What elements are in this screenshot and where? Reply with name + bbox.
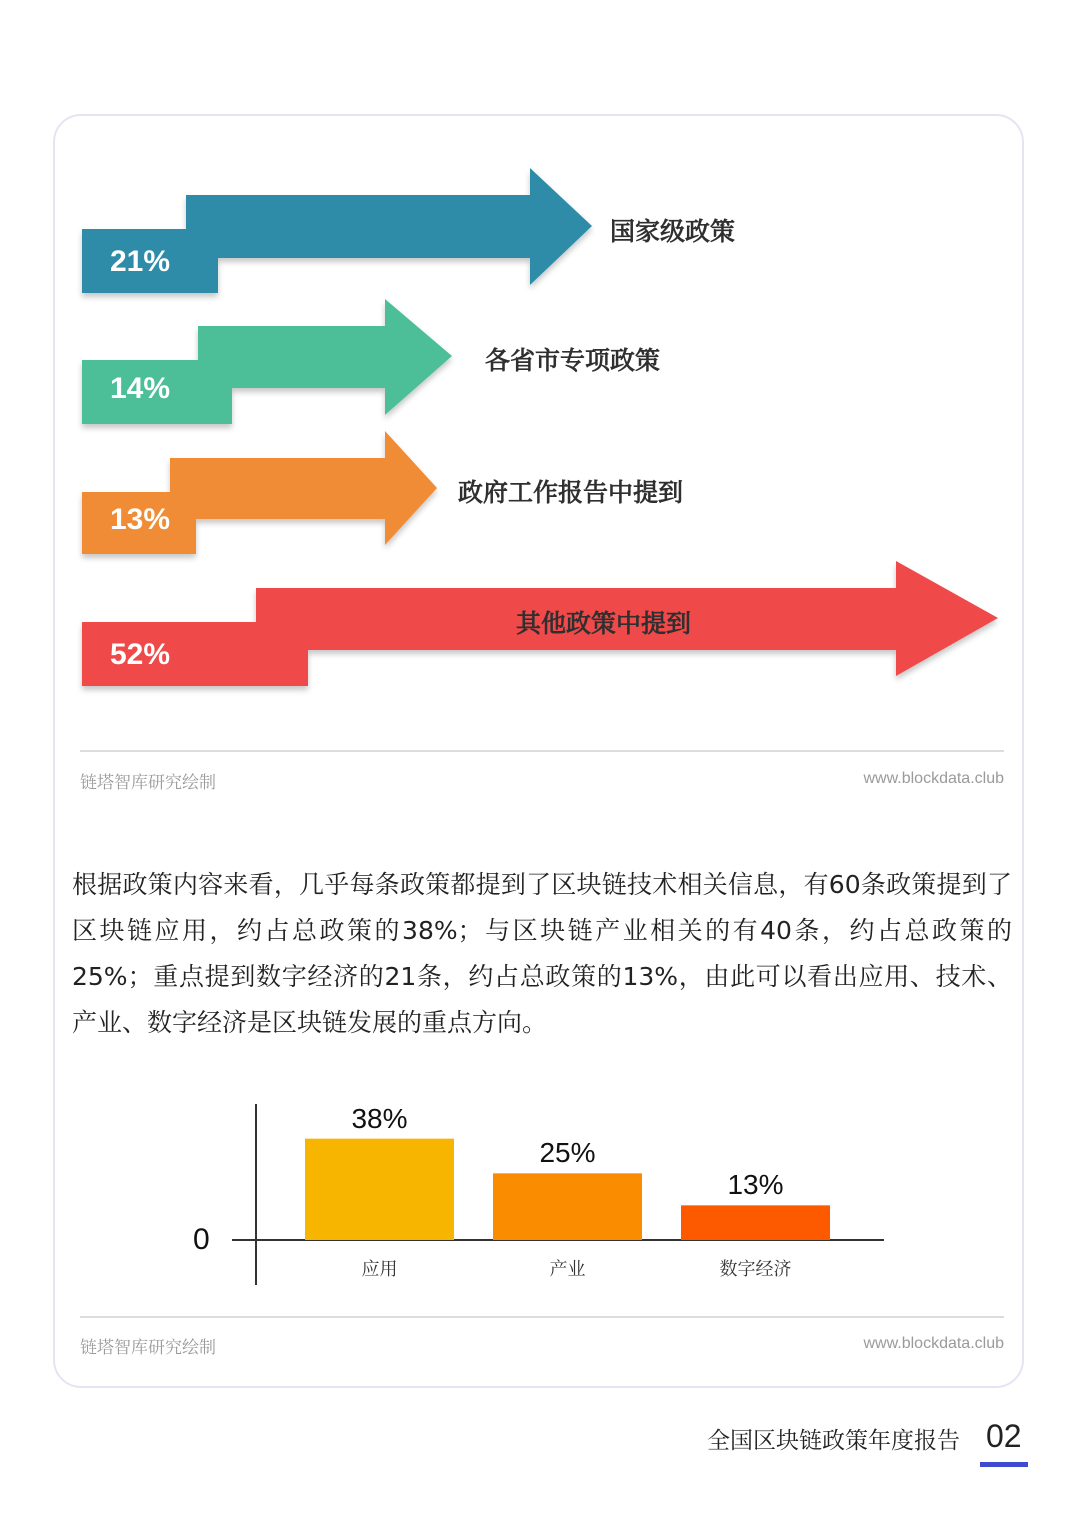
credit-top: 链塔智库研究绘制 [80, 773, 216, 793]
divider-bottom [80, 1316, 1004, 1318]
url-top: www.blockdata.club [863, 770, 1004, 787]
bar-3 [681, 1205, 830, 1240]
pct-national: 21% [110, 245, 171, 278]
baseline-label: 0 [193, 1223, 210, 1256]
pct-government: 13% [110, 503, 171, 536]
category-label: 数字经济 [719, 1259, 792, 1280]
bar-value-label: 38% [351, 1102, 408, 1134]
page-number-underline [980, 1462, 1028, 1467]
bar-1 [305, 1139, 454, 1240]
label-other: 其他政策中提到 [516, 609, 692, 638]
label-national: 国家级政策 [610, 217, 736, 246]
url-bottom: www.blockdata.club [863, 1335, 1004, 1352]
bar-2 [493, 1173, 642, 1240]
pct-other: 52% [110, 638, 171, 671]
label-provincial: 各省市专项政策 [485, 346, 661, 375]
credit-bottom: 链塔智库研究绘制 [80, 1338, 216, 1358]
label-government: 政府工作报告中提到 [458, 478, 684, 507]
report-title: 全国区块链政策年度报告 [707, 1428, 960, 1454]
category-label: 应用 [361, 1259, 398, 1280]
bar-value-label: 25% [539, 1137, 596, 1169]
body-paragraph: 根据政策内容来看，几乎每条政策都提到了区块链技术相关信息，有60条政策提到了区块链应用，约占总政策的38%；与区块链产业相关的有40条，约占总政策的25%；重点提到数字经济的21条，约占总政策的13%，由此可以看出应用、技术、产业、数字经济是区块链发展的重点方向。 [72, 870, 1012, 1037]
page-number: 02 [986, 1418, 1022, 1454]
category-label: 产业 [549, 1259, 586, 1280]
bar-value-label: 13% [727, 1169, 784, 1201]
pct-provincial: 14% [110, 372, 171, 405]
